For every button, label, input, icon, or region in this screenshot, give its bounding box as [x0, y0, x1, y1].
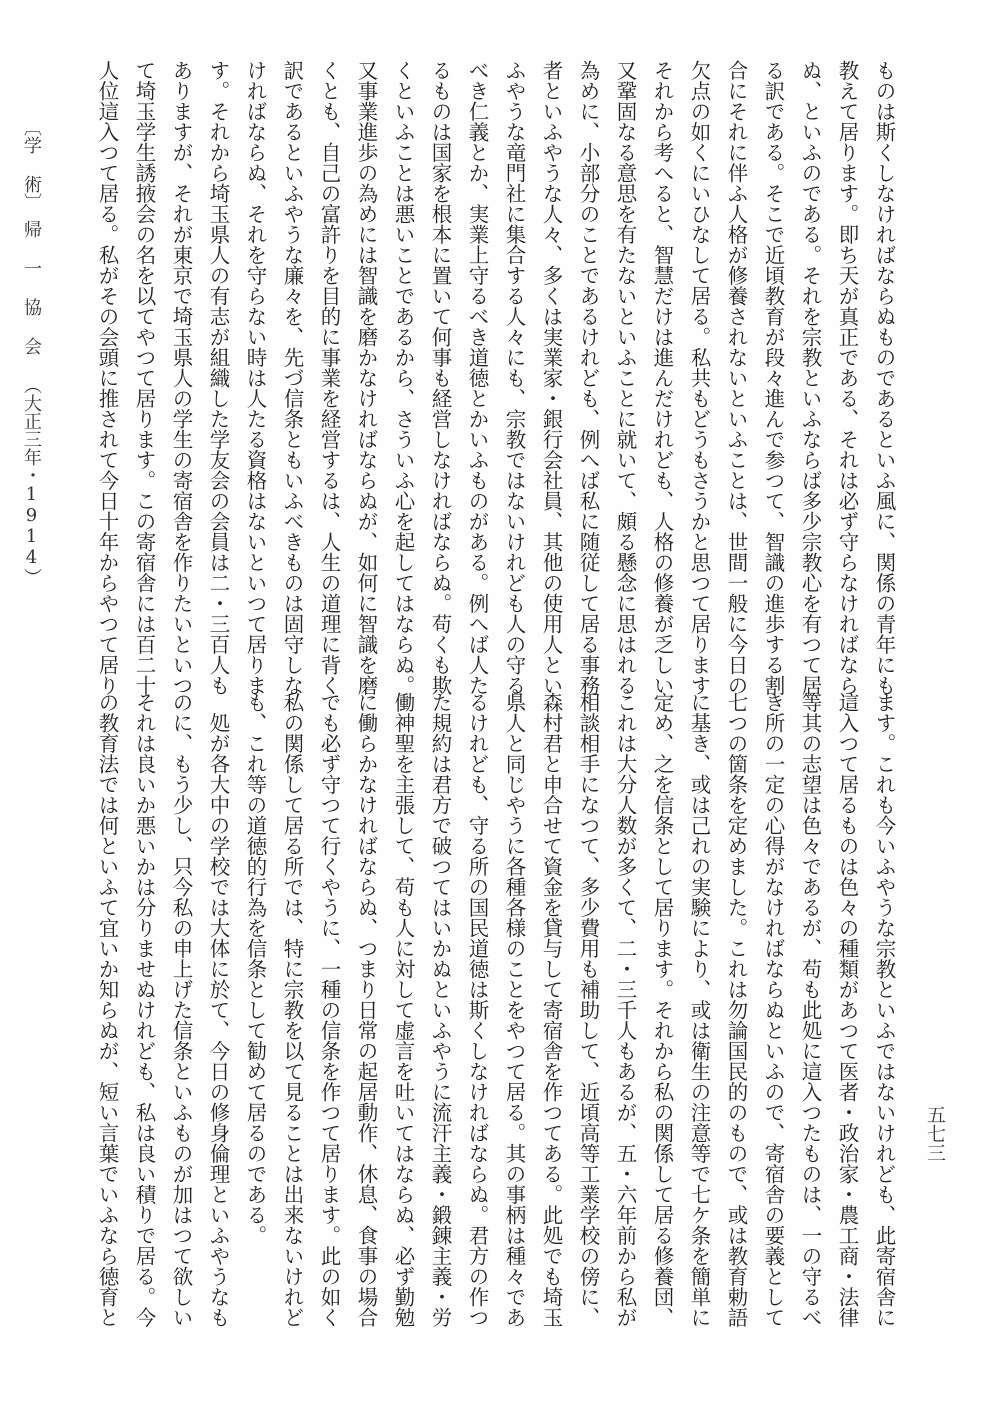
text-column: べき仁義とか、実業上守るべき道徳とかいふものがある。例へば人た	[465, 60, 489, 696]
text-column: 私の関係して居る所では、特に宗教を以て見ることは出来ないけれど	[280, 692, 304, 1328]
text-column: それは良いか悪いかは分りませぬけれども、私は良い積りで居る。今	[132, 692, 156, 1328]
text-column: 教えて居ります。即ち天が真正である、それは必ず守らなければなら	[835, 60, 859, 696]
text-column: 訳であるといふやうな廉々を、先づ信条ともいふべきものは固守しな	[280, 60, 304, 696]
text-column: 又鞏固なる意思を有たないといふことに就いて、頗る懸念に思はれる	[613, 60, 637, 696]
text-column: るけれども、守る所の国民道徳は斯くしなければならぬ。君方の作つ	[465, 692, 489, 1328]
text-column: 合にそれに伴ふ人格が修養されないといふことは、世間一般に今日の	[724, 60, 748, 696]
text-column: 県人と同じやうに各種各様のことをやつて居る。其の事柄は種々であ	[502, 692, 526, 1328]
text-column: くとも、自己の富許りを目的に事業を経営するは、人生の道理に背く	[317, 60, 341, 696]
text-column: 又事業進歩の為めには智識を磨かなければならぬが、如何に智識を磨	[354, 60, 378, 696]
text-column: 這入つて居るものは色々の種類があつて医者・政治家・農工商・法律	[835, 692, 859, 1328]
text-column: に基き、或は己れの実験により、或は衛生の注意等で七ケ条を簡単に	[687, 692, 711, 1328]
text-column: た規約は君方で破つてはいかぬといふやうに流汗主義・鍛錬主義・労	[428, 692, 452, 1328]
page-number: 五七三	[924, 1105, 946, 1162]
text-column: くといふことは悪いことであるから、さういふ心を起してはならぬ。	[391, 60, 415, 696]
text-column: 相談相手になつて、多少費用も補助して、近頃高等工業学校の傍に、	[576, 692, 600, 1328]
text-column: ふやうな竜門社に集合する人々にも、宗教ではないけれども人の守る	[502, 60, 526, 696]
text-column: それから考へると、智慧だけは進んだけれども、人格の修養が乏しい	[650, 60, 674, 696]
text-column: て埼玉学生誘掖会の名を以てやつて居ります。この寄宿舎には百二十	[132, 60, 156, 696]
text-column: 等其の志望は色々であるが、苟も此処に這入つたものは、一の守るべ	[798, 692, 822, 1328]
text-column: 処が各大中の学校では大体に於て、今日の修身倫理といふやうなも	[206, 692, 230, 1328]
text-column: も、これ等の道徳的行為を信条として勧めて居るのである。	[243, 692, 267, 1246]
text-column: る訳である。そこで近頃教育が段々進んで参つて、智識の進歩する割	[761, 60, 785, 696]
text-column: ものは斯くしなければならぬものであるといふ風に、関係の青年にも	[872, 60, 896, 696]
text-column: ありますが、それが東京で埼玉県人の学生の寄宿舎を作りたいといつ	[169, 60, 193, 696]
text-column: るものは国家を根本に置いて何事も経営しなければならぬ。苟くも欺	[428, 60, 452, 696]
text-column: のに、もう少し、只今私の申上げた信条といふものが加はつて欲しい	[169, 692, 193, 1328]
text-column: 人位這入つて居る。私がその会頭に推されて今日十年からやつて居り	[95, 60, 119, 696]
text-column: の教育法では何といふて宜いか知らぬが、短い言葉でいふなら徳育と	[95, 692, 119, 1328]
text-column: に働らかなければならぬ、つまり日常の起居動作、休息、食事の場合	[354, 692, 378, 1328]
running-head: 〔学 術〕 帰 一 協 会 （大正三年・1914）	[21, 118, 42, 586]
text-column: でも必ず守つて行くやうに、一種の信条を作つて居ります。此の如く	[317, 692, 341, 1328]
text-column: す。それから埼玉県人の有志が組織した学友会の会員は二・三百人も	[206, 60, 230, 696]
text-column: ぬ、といふのである。それを宗教といふならば多少宗教心を有つて居	[798, 60, 822, 696]
text-column: 働神聖を主張して、苟も人に対して虚言を吐いてはならぬ、必ず勤勉	[391, 692, 415, 1328]
text-column: 為めに、小部分のことであるけれども、例へば私に随従して居る事務	[576, 60, 600, 696]
text-column: 七つの箇条を定めました。これは勿論国民的のもので、或は教育勅語	[724, 692, 748, 1328]
text-column: ければならぬ、それを守らない時は人たる資格はないといつて居りま	[243, 60, 267, 696]
text-column: これは大分人数が多くて、二・三千人もあるが、五・六年前から私が	[613, 692, 637, 1328]
text-column: 定め、之を信条として居ります。それから私の関係して居る修養団、	[650, 692, 674, 1328]
text-column: 者といふやうな人々、多くは実業家・銀行会社員、其他の使用人とい	[539, 60, 563, 696]
text-column: 欠点の如くにいひなして居る。私共もどうもさうかと思つて居ります	[687, 60, 711, 696]
text-column: 森村君と申合せて資金を貸与して寄宿舎を作つてある。此処でも埼玉	[539, 692, 563, 1328]
text-column: き所の一定の心得がなければならぬといふので、寄宿舎の要義として	[761, 692, 785, 1328]
text-column: ます。これも今いふやうな宗教といふではないけれども、此寄宿舎に	[872, 692, 896, 1328]
